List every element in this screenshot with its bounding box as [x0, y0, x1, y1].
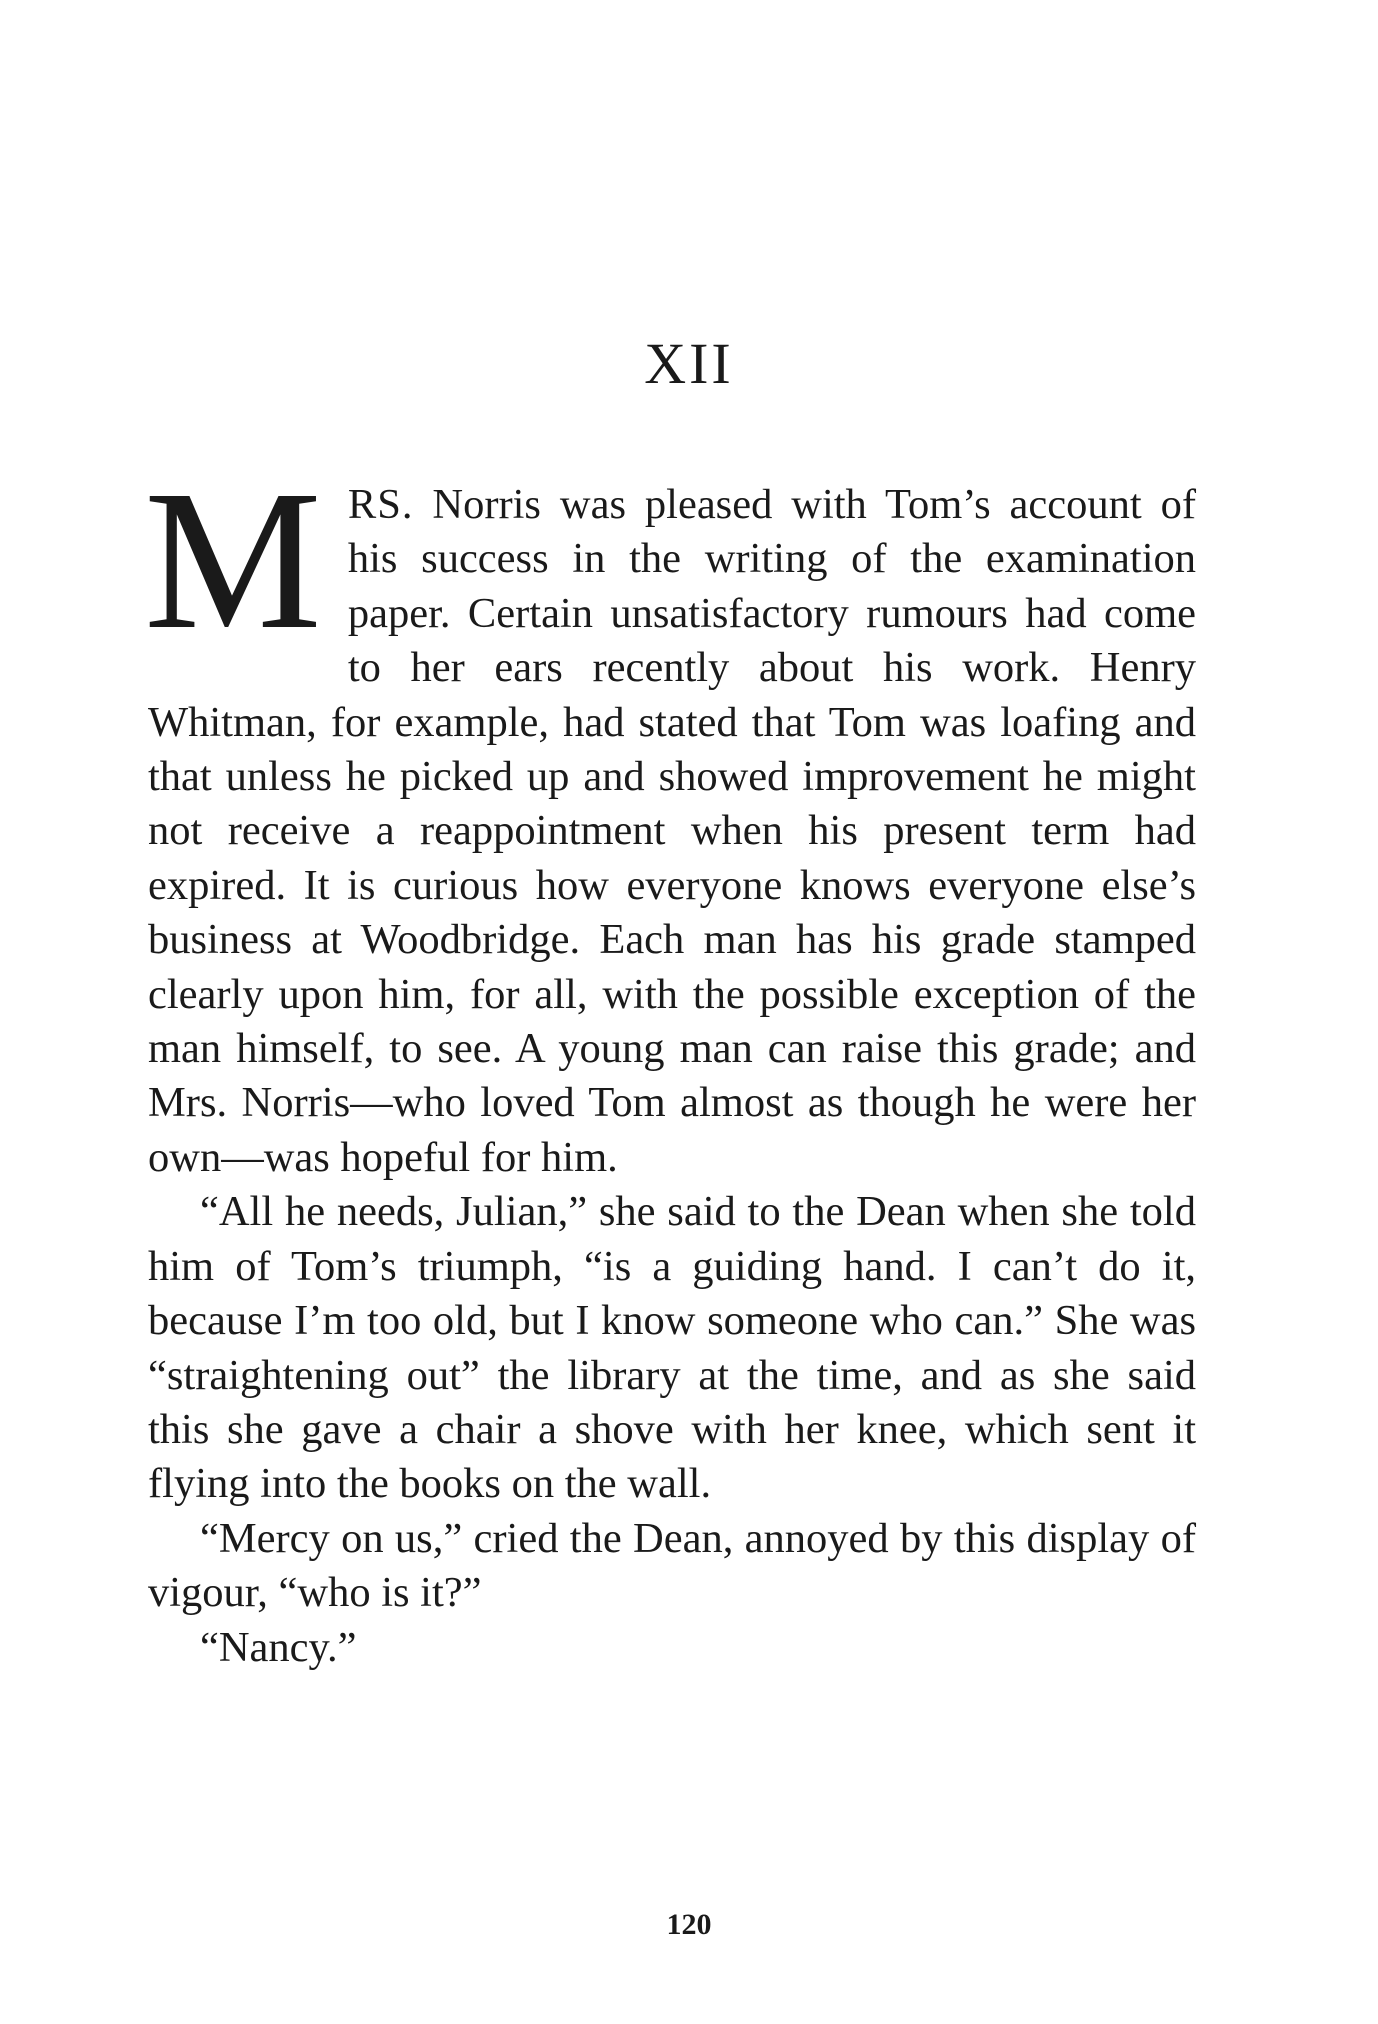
paragraph-2: “All he needs, Julian,” she said to the Dean when she told him of Tom’s triumph, “is a guiding hand. I can’t do it, because I’m too old, but I know someone who can.” She was “straightening out” the library at the time, and as she said this she gave a chair a shove with her knee, which sent it flying into the books on the wall.	[148, 1188, 1196, 1508]
paragraph-4: “Nancy.”	[200, 1623, 357, 1671]
paragraph-1-text: Norris was pleased with Tom’s account of his success in the writing of the examination paper. Certain unsatisfactory rumours had come to her ears recently about his work. Henry Whitman, for example, had stated that Tom was loafing and that unless he picked up and showed improvement he might not receive a reappointment when his present term had expired. It is curious how everyone knows everyone else’s business at Woodbridge. Each man has his grade stamped clearly upon him, for all, with the possible exception of the man himself, to see. A young man can raise this grade; and Mrs. Norris—who loved Tom almost as though he were her own—was hopeful for him.	[148, 481, 1196, 1181]
drop-cap-initial: M	[144, 450, 322, 671]
chapter-title: XII	[644, 331, 734, 396]
paragraph-3: “Mercy on us,” cried the Dean, annoyed by this display of vigour, “who is it?”	[148, 1514, 1196, 1617]
page-number: 120	[666, 1908, 712, 1941]
body-text	[144, 450, 1196, 1675]
opening-small-caps: RS.	[347, 481, 414, 528]
paragraph-1	[144, 450, 1196, 1185]
